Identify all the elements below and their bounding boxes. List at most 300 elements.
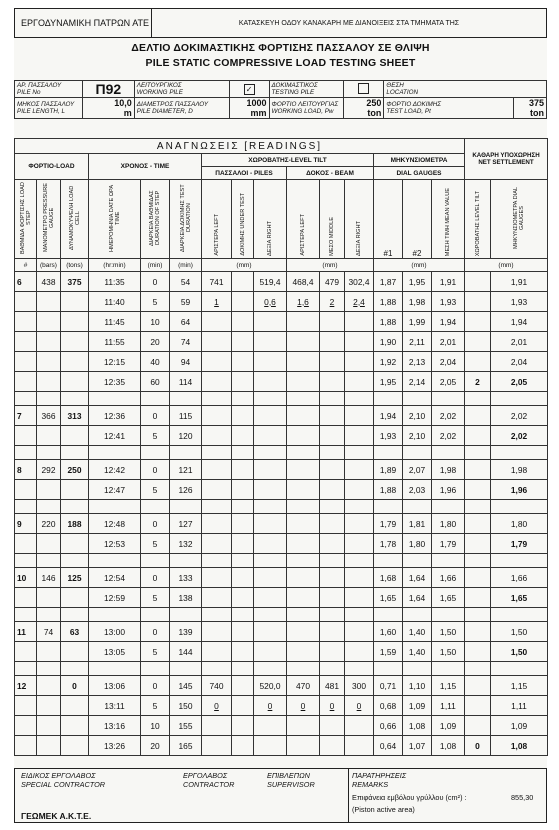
table-cell: 1,11 [491, 696, 548, 716]
beam-subheader: ΔΟΚΟΣ - BEAM [287, 167, 374, 180]
table-cell [320, 372, 345, 392]
table-cell: 1,90 [374, 332, 403, 352]
empty-cell [432, 392, 465, 406]
supervisor-en: SUPERVISOR [267, 780, 315, 789]
empty-cell [345, 554, 374, 568]
table-cell: 481 [320, 676, 345, 696]
table-cell [61, 696, 89, 716]
table-cell [287, 514, 320, 534]
table-cell [37, 480, 61, 500]
unit-piles: (mm) [202, 259, 287, 272]
empty-cell [374, 500, 403, 514]
table-cell: 94 [170, 352, 202, 372]
table-cell: 1,79 [374, 514, 403, 534]
wload-gr: ΦΟΡΤΙΟ ΛΕΙΤΟΥΡΓΙΑΣ [271, 101, 339, 108]
table-cell [37, 426, 61, 446]
working-gr: ΛΕΙΤΟΥΡΓΙΚΟΣ [136, 82, 182, 89]
table-cell: 5 [141, 292, 170, 312]
table-cell [345, 426, 374, 446]
empty-cell [254, 554, 287, 568]
table-cell [345, 534, 374, 554]
empty-cell [491, 608, 548, 622]
table-cell: 1,92 [374, 352, 403, 372]
table-cell [345, 588, 374, 608]
table-cell [61, 312, 89, 332]
table-cell [254, 406, 287, 426]
empty-cell [141, 662, 170, 676]
table-cell [15, 534, 37, 554]
empty-cell [202, 608, 232, 622]
column-header-text: ΔΥΝΑΜΟΚΥΨΕΛΗ LOAD CELL [68, 185, 81, 251]
table-cell [345, 514, 374, 534]
empty-cell [232, 608, 254, 622]
empty-cell [465, 392, 491, 406]
empty-cell [491, 662, 548, 676]
table-cell: 0,68 [374, 696, 403, 716]
empty-cell [141, 554, 170, 568]
table-cell: 1,98 [403, 292, 432, 312]
empty-cell [374, 608, 403, 622]
empty-cell [89, 392, 141, 406]
table-cell: 11:40 [89, 292, 141, 312]
diameter-value [229, 98, 269, 119]
table-cell [15, 312, 37, 332]
company-stamp: ΓΕΩΜΕΚ Α.Κ.Τ.Ε. [21, 811, 92, 821]
table-cell: 133 [170, 568, 202, 588]
table-cell: 300 [345, 676, 374, 696]
table-cell: 10 [15, 568, 37, 588]
empty-cell [61, 500, 89, 514]
empty-cell [345, 500, 374, 514]
table-cell [202, 406, 232, 426]
table-cell: 1,78 [374, 534, 403, 554]
table-cell [232, 676, 254, 696]
table-cell: 740 [202, 676, 232, 696]
unit-bars: (bars) [37, 259, 61, 272]
table-cell [202, 642, 232, 662]
table-cell: 120 [170, 426, 202, 446]
table-cell: 1,50 [491, 642, 548, 662]
table-cell: 5 [141, 588, 170, 608]
table-cell: 1,98 [491, 460, 548, 480]
table-cell [61, 642, 89, 662]
dial-gauges-header: ΜΗΚΥΝΣΙΟΜΕΤΡΑ [374, 154, 465, 167]
table-cell: 1,95 [374, 372, 403, 392]
table-cell [37, 372, 61, 392]
spacer-row [15, 392, 548, 406]
spacer-row [15, 500, 548, 514]
empty-cell [465, 500, 491, 514]
table-cell: 2,13 [403, 352, 432, 372]
column-header-text: ΜΗΚΥΝΣΙΟΜΕΤΡΑ DIAL GAUGES [513, 186, 525, 250]
empty-cell [374, 662, 403, 676]
table-row [15, 696, 548, 716]
table-cell: 1,65 [491, 588, 548, 608]
column-header-text: #1 [383, 249, 393, 258]
table-cell [465, 588, 491, 608]
table-cell: 1,08 [403, 716, 432, 736]
empty-cell [403, 500, 432, 514]
table-cell [61, 372, 89, 392]
empty-cell [320, 608, 345, 622]
empty-cell [37, 608, 61, 622]
table-cell [232, 736, 254, 756]
empty-cell [345, 662, 374, 676]
table-cell [465, 406, 491, 426]
table-cell [320, 426, 345, 446]
table-cell: 1,80 [432, 514, 465, 534]
empty-cell [345, 446, 374, 460]
table-cell: 1,15 [491, 676, 548, 696]
table-cell [37, 716, 61, 736]
table-cell: 125 [61, 568, 89, 588]
empty-cell [287, 554, 320, 568]
unit-settlement: (mm) [465, 259, 548, 272]
table-cell [202, 514, 232, 534]
table-cell: 5 [141, 534, 170, 554]
empty-cell [15, 662, 37, 676]
table-cell: 5 [141, 642, 170, 662]
table-cell: 12:48 [89, 514, 141, 534]
table-cell [287, 352, 320, 372]
empty-cell [287, 608, 320, 622]
table-cell [37, 642, 61, 662]
column-header-text: ΜΑΝΟΜΕΤΡΟ PRESSURE GAUGE [42, 183, 55, 253]
empty-cell [37, 392, 61, 406]
remarks-en: REMARKS [352, 780, 389, 789]
table-cell [15, 426, 37, 446]
table-cell: 12:47 [89, 480, 141, 500]
table-cell [61, 292, 89, 312]
table-cell [202, 568, 232, 588]
piston-area-value: 855,30 [511, 793, 534, 802]
wload-unit: ton [367, 108, 382, 118]
dial-subheader: DIAL GAUGES [374, 167, 465, 180]
table-cell: 292 [37, 460, 61, 480]
empty-cell [287, 662, 320, 676]
table-cell [254, 312, 287, 332]
table-cell: 0 [141, 406, 170, 426]
table-cell: 12:41 [89, 426, 141, 446]
column-header-15 [465, 180, 491, 259]
empty-cell [141, 392, 170, 406]
tload-unit: ton [530, 108, 544, 118]
table-cell: 1,08 [432, 736, 465, 756]
table-cell: 127 [170, 514, 202, 534]
table-cell: 1,68 [374, 568, 403, 588]
length-label [15, 98, 83, 119]
table-cell [61, 426, 89, 446]
table-cell [37, 332, 61, 352]
table-row [15, 736, 548, 756]
empty-cell [432, 554, 465, 568]
pile-no-label [15, 81, 83, 98]
contractor-en: CONTRACTOR [183, 780, 235, 789]
empty-cell [15, 446, 37, 460]
table-cell: 470 [287, 676, 320, 696]
table-row [15, 372, 548, 392]
table-cell: 2,02 [491, 406, 548, 426]
table-cell [61, 736, 89, 756]
table-cell [254, 426, 287, 446]
empty-cell [89, 446, 141, 460]
diam-number: 1000 [246, 98, 267, 108]
table-cell [254, 534, 287, 554]
column-header-3 [89, 180, 141, 259]
table-cell [465, 622, 491, 642]
table-cell [320, 332, 345, 352]
table-cell [320, 352, 345, 372]
table-cell [232, 568, 254, 588]
special-contractor-gr: ΕΙΔΙΚΟΣ ΕΡΓΟΛΑΒΟΣ [21, 771, 96, 780]
table-cell [465, 568, 491, 588]
table-cell [232, 642, 254, 662]
table-cell [465, 696, 491, 716]
empty-cell [403, 392, 432, 406]
table-cell [202, 332, 232, 352]
empty-cell [254, 662, 287, 676]
table-cell: 1,79 [432, 534, 465, 554]
table-cell [15, 292, 37, 312]
table-cell [202, 372, 232, 392]
table-cell [232, 716, 254, 736]
table-cell: 40 [141, 352, 170, 372]
test-load-value [514, 98, 547, 119]
column-header-16 [491, 180, 548, 259]
table-row [15, 568, 548, 588]
empty-cell [37, 662, 61, 676]
piston-area-label: Επιφάνεια εμβόλου γρύλλου (cm²) : [352, 793, 467, 802]
table-cell: 114 [170, 372, 202, 392]
table-cell: 11:55 [89, 332, 141, 352]
test-load-label [384, 98, 514, 119]
empty-cell [491, 554, 548, 568]
table-cell: 0 [465, 736, 491, 756]
column-header-text: ΔΙΑΡΚΕΙΑ ΔΟΚΙΜΗΣ TEST DURATION [179, 184, 192, 252]
empty-cell [432, 608, 465, 622]
table-cell [320, 588, 345, 608]
table-cell [287, 568, 320, 588]
column-header-text: ΒΑΘΜΙΔΑ ΦΟΡΤΙΣΗΣ LOAD STEP [19, 182, 32, 254]
net-settlement-header: ΚΑΘΑΡΗ ΥΠΟΧΩΡΗΣΗ NET SETTLEMENT [465, 139, 548, 180]
table-cell: 2,02 [432, 406, 465, 426]
empty-cell [202, 392, 232, 406]
table-cell: 1,89 [374, 460, 403, 480]
table-cell [254, 568, 287, 588]
length-number: 10,0 [114, 98, 132, 108]
length-en: PILE LENGTH, L [17, 108, 65, 115]
working-pile-checkbox[interactable]: ✓ [244, 84, 255, 95]
table-cell [37, 312, 61, 332]
table-cell: 2,10 [403, 406, 432, 426]
table-cell: 8 [15, 460, 37, 480]
table-cell: 12:15 [89, 352, 141, 372]
table-cell [232, 460, 254, 480]
table-cell: 74 [37, 622, 61, 642]
table-cell: 375 [61, 272, 89, 292]
table-cell: 1,93 [374, 426, 403, 446]
table-cell [232, 622, 254, 642]
table-cell: 438 [37, 272, 61, 292]
table-cell [287, 642, 320, 662]
time-group-header: ΧΡΟΝΟΣ - TIME [89, 154, 202, 180]
table-cell: 188 [61, 514, 89, 534]
table-cell: 10 [141, 716, 170, 736]
table-cell: 1,88 [374, 312, 403, 332]
table-cell [345, 372, 374, 392]
table-cell [465, 676, 491, 696]
table-cell [232, 480, 254, 500]
table-cell: 2,04 [432, 352, 465, 372]
remarks-divider [348, 769, 349, 822]
column-header-row [15, 180, 548, 259]
table-cell: 1,80 [491, 514, 548, 534]
table-cell: 1 [202, 292, 232, 312]
spacer-row [15, 608, 548, 622]
table-cell [320, 642, 345, 662]
column-header-text: ΜΕΣΟ MIDDLE [329, 217, 335, 256]
table-cell [465, 426, 491, 446]
working-pile-label [134, 81, 229, 98]
table-cell: 1,15 [432, 676, 465, 696]
empty-cell [170, 392, 202, 406]
table-cell: 1,94 [374, 406, 403, 426]
tload-number: 375 [528, 98, 544, 108]
empty-cell [254, 500, 287, 514]
empty-cell [170, 554, 202, 568]
table-cell [287, 426, 320, 446]
column-header-text: ΜΕΣΗ ΤΙΜΗ MEAN VALUE [445, 187, 451, 256]
location-label [384, 81, 547, 98]
table-cell: 1,66 [491, 568, 548, 588]
company-name: ΕΡΓΟΔΥΝΑΜΙΚΗ ΠΑΤΡΩΝ ΑΤΕ [15, 9, 152, 37]
working-en: WORKING PILE [136, 89, 183, 96]
empty-cell [15, 500, 37, 514]
table-cell [202, 588, 232, 608]
table-cell [320, 568, 345, 588]
signature-footer [14, 768, 547, 823]
table-cell: 13:06 [89, 676, 141, 696]
empty-cell [61, 392, 89, 406]
empty-cell [287, 392, 320, 406]
table-cell: 1,96 [491, 480, 548, 500]
table-cell [345, 406, 374, 426]
table-cell [15, 716, 37, 736]
empty-cell [320, 500, 345, 514]
empty-cell [89, 500, 141, 514]
table-cell: 1,91 [432, 272, 465, 292]
location-en: LOCATION [386, 89, 419, 96]
column-header-10 [320, 180, 345, 259]
empty-cell [202, 446, 232, 460]
column-header-9 [287, 180, 320, 259]
tload-en: TEST LOAD, Pt [386, 108, 431, 115]
empty-cell [432, 662, 465, 676]
table-cell [287, 372, 320, 392]
empty-cell [89, 662, 141, 676]
table-row [15, 534, 548, 554]
column-header-text: ΔΕΞΙΑ RIGHT [356, 220, 362, 256]
table-row [15, 716, 548, 736]
table-cell: 12 [15, 676, 37, 696]
empty-cell [465, 554, 491, 568]
empty-cell [374, 554, 403, 568]
table-cell [61, 332, 89, 352]
load-group-header: ΦΟΡΤΙΟ-LOAD [15, 154, 89, 180]
sheet-header [14, 8, 547, 38]
table-row [15, 272, 548, 292]
table-cell [465, 642, 491, 662]
table-cell [320, 514, 345, 534]
pile-no-en: PILE No [17, 89, 41, 96]
tload-gr: ΦΟΡΤΙΟ ΔΟΚΙΜΗΣ [386, 101, 442, 108]
table-cell: 12:36 [89, 406, 141, 426]
unit-beam: (mm) [287, 259, 374, 272]
table-cell: 1,94 [491, 312, 548, 332]
table-cell [232, 272, 254, 292]
empty-cell [15, 392, 37, 406]
table-cell: 1,65 [374, 588, 403, 608]
table-cell: 9 [15, 514, 37, 534]
table-cell [202, 426, 232, 446]
column-header-0 [15, 180, 37, 259]
table-cell: 2,07 [403, 460, 432, 480]
table-cell [37, 736, 61, 756]
table-cell [320, 312, 345, 332]
table-cell [320, 406, 345, 426]
table-cell: 12:53 [89, 534, 141, 554]
column-header-text: ΔΕΞΙΑ RIGHT [267, 220, 273, 256]
table-cell [202, 534, 232, 554]
supervisor-gr: ΕΠΙΒΛΕΠΩΝ [267, 771, 310, 780]
table-cell: 250 [61, 460, 89, 480]
table-cell: 2,01 [432, 332, 465, 352]
table-cell [254, 622, 287, 642]
table-cell [345, 312, 374, 332]
table-cell: 366 [37, 406, 61, 426]
column-header-1 [37, 180, 61, 259]
table-cell: 139 [170, 622, 202, 642]
table-cell: 1,09 [403, 696, 432, 716]
table-cell [202, 622, 232, 642]
table-cell [287, 736, 320, 756]
table-cell [202, 312, 232, 332]
table-cell [254, 460, 287, 480]
empty-cell [170, 500, 202, 514]
testing-pile-checkbox[interactable] [358, 83, 369, 94]
table-cell [345, 642, 374, 662]
table-cell [465, 716, 491, 736]
length-gr: ΜΗΚΟΣ ΠΑΣΣΑΛΟΥ [17, 101, 75, 108]
table-cell: 1,93 [491, 292, 548, 312]
working-pile-cell [229, 81, 269, 98]
table-cell: 20 [141, 736, 170, 756]
table-cell [320, 622, 345, 642]
table-cell: 0 [141, 514, 170, 534]
table-cell: 11:35 [89, 272, 141, 292]
table-cell: 1,11 [432, 696, 465, 716]
table-cell: 0 [141, 272, 170, 292]
table-cell: 13:00 [89, 622, 141, 642]
table-cell [287, 332, 320, 352]
table-cell: 1,50 [432, 622, 465, 642]
column-header-11 [345, 180, 374, 259]
table-cell: 138 [170, 588, 202, 608]
empty-cell [254, 608, 287, 622]
table-cell [232, 292, 254, 312]
table-cell [465, 332, 491, 352]
table-cell: 1,50 [491, 622, 548, 642]
